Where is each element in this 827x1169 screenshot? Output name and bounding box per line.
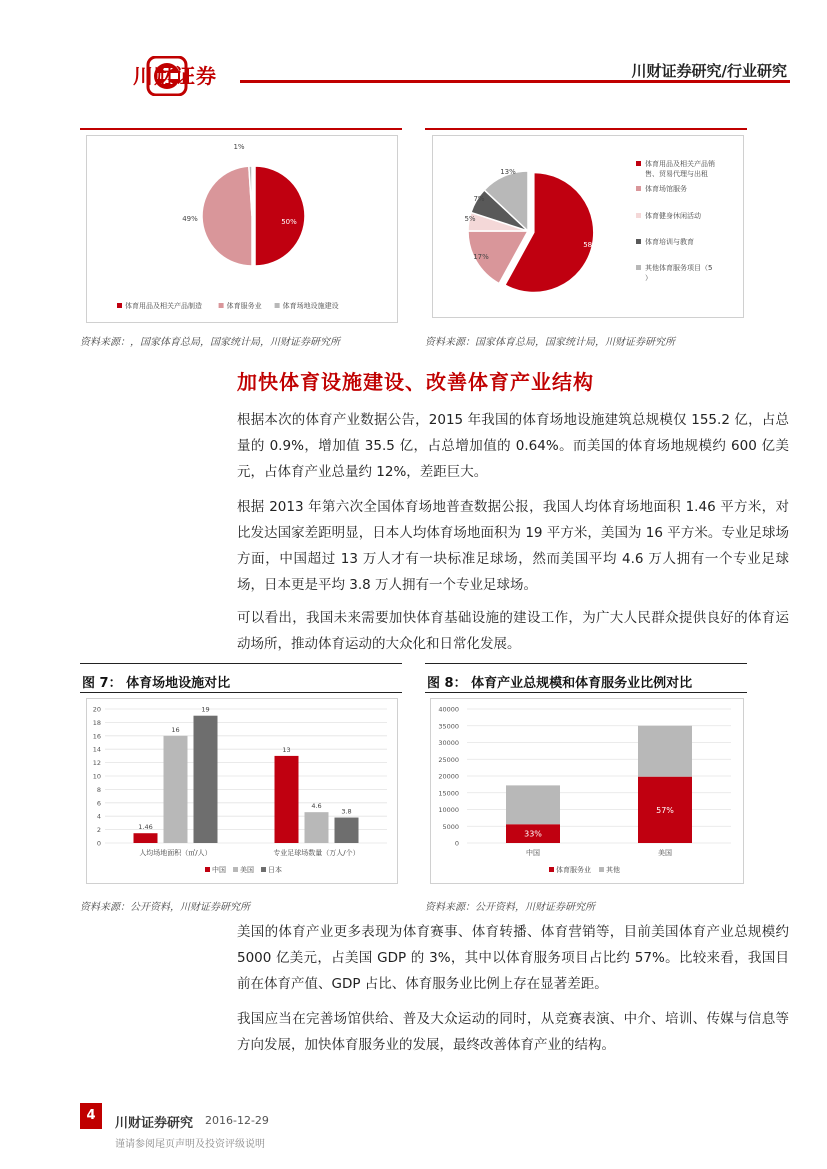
pie-chart-2 <box>432 135 744 318</box>
legend-swatch <box>636 265 641 270</box>
footer-brand: 川财证券研究 <box>115 1116 194 1131</box>
pie-slice <box>202 166 252 266</box>
fig7-svg <box>87 699 397 883</box>
legend-label: 日本 <box>268 866 282 874</box>
page-number: 4 <box>80 1103 102 1129</box>
figure-rule <box>425 663 747 664</box>
brand-name: 川财证券 <box>133 64 217 88</box>
y-tick-label: 0 <box>454 839 459 848</box>
y-tick-label: 16 <box>92 732 101 741</box>
bar <box>335 818 359 843</box>
y-tick-label: 30000 <box>438 739 459 747</box>
bar-share-label: 33% <box>524 829 542 839</box>
y-tick-label: 20 <box>92 705 101 714</box>
source-note: 资料来源：公开资料，川财证券研究所 <box>425 902 595 913</box>
legend-label: 体育健身休闲活动 <box>645 212 701 220</box>
figure-rule <box>80 663 402 664</box>
figure-8-title: 图 8： 体育产业总规模和体育服务业比例对比 <box>427 676 693 691</box>
bar-share-label: 57% <box>656 805 674 815</box>
legend-swatch <box>549 867 554 872</box>
y-tick-label: 15000 <box>438 789 459 798</box>
legend-label <box>645 159 715 178</box>
pie-slice <box>255 166 305 266</box>
stacked-bar-segment <box>638 726 692 777</box>
y-tick-label: 14 <box>92 745 101 754</box>
bar <box>305 812 329 843</box>
slice-label: 49% <box>182 215 198 223</box>
slice-label: 58% <box>583 241 599 249</box>
source-note: 资料来源：公开资料，川财证券研究所 <box>80 902 250 913</box>
paragraph-4: 美国的体育产业更多表现为体育赛事、体育转播、体育营销等，目前美国体育产业总规模约 5000 亿美元，占美国 GDP 的 3%，其中以体育服务项目占比约 57%。比较来看，我国目前在体育产值、GDP 占比、体育服务业比例上存在显著差距。 <box>237 924 789 992</box>
y-tick-label: 2 <box>96 826 101 835</box>
paragraph-2: 根据 2013 年第六次全国体育场地普查数据公报，我国人均体育场地面积 1.46 平方米，对比发达国家差距明显，日本人均体育场地面积为 19 平方米，美国为 16 平方米。专业足球场方面，中国超过 13 万人才有一块标准足球场，然而美国平均 4.6 万人拥有一个专业足球场，日本更是平均 3.8 万人拥有一个专业足球场。 <box>237 499 789 593</box>
slice-label: 1% <box>233 143 245 151</box>
legend-swatch <box>219 303 224 308</box>
stacked-bar-segment <box>506 785 560 824</box>
legend-label: 体育服务业 <box>226 302 262 310</box>
y-tick-label: 0 <box>96 839 101 848</box>
body-paragraph <box>237 1006 789 1058</box>
legend-swatch <box>117 303 122 308</box>
legend-swatch <box>636 213 641 218</box>
paragraph-3: 可以看出，我国未来需要加快体育基础设施的建设工作，为广大人民群众提供良好的体育运动场所，推动体育运动的大众化和日常化发展。 <box>237 610 789 652</box>
legend-label: 中国 <box>212 866 226 874</box>
x-tick-label: 美国 <box>658 849 672 857</box>
slice-label: 7% <box>473 195 485 203</box>
legend-swatch <box>599 867 604 872</box>
y-tick-label: 4 <box>96 812 101 821</box>
legend-swatch <box>205 867 210 872</box>
legend-swatch <box>636 161 641 166</box>
bar-value-label: 16 <box>171 725 180 734</box>
body-paragraph <box>237 919 789 997</box>
slice-label: 50% <box>281 218 297 226</box>
legend-label: 体育用品及相关产品制造 <box>125 302 202 310</box>
y-tick-label: 10000 <box>438 806 459 814</box>
legend-label: 体育场馆服务 <box>645 185 687 193</box>
x-tick-label: 人均场地面积（㎡/人） <box>139 849 212 857</box>
footer-date: 2016-12-29 <box>205 1114 269 1127</box>
y-tick-label: 35000 <box>438 722 459 731</box>
y-tick-label: 25000 <box>438 755 459 764</box>
bar-value-label: 13 <box>282 745 291 754</box>
x-tick-label: 中国 <box>526 849 540 857</box>
body-paragraph <box>237 605 789 657</box>
body-paragraph <box>237 407 789 485</box>
header-rule <box>240 80 790 83</box>
bar-value-label: 4.6 <box>311 802 322 811</box>
legend-swatch <box>233 867 238 872</box>
bar <box>164 736 188 843</box>
bar-value-label: 3.8 <box>341 807 352 816</box>
y-tick-label: 8 <box>96 785 101 794</box>
bar <box>275 756 299 843</box>
slice-label: 5% <box>464 215 476 223</box>
source-note: 资料来源：，国家体育总局，国家统计局，川财证券研究所 <box>80 337 340 348</box>
y-tick-label: 18 <box>92 718 101 727</box>
bar <box>134 833 158 843</box>
source-note: 资料来源：国家体育总局，国家统计局，川财证券研究所 <box>425 337 675 348</box>
figure-7-title: 图 7： 体育场地设施对比 <box>82 676 231 691</box>
chart-top-border <box>80 128 402 130</box>
legend-label <box>645 263 712 282</box>
y-tick-label: 10 <box>92 772 101 781</box>
legend-label: 体育培训与教育 <box>645 238 694 246</box>
legend-label: 其他 <box>606 866 620 874</box>
section-title: 加快体育设施建设、改善体育产业结构 <box>237 370 594 394</box>
footer-disclaimer: 谨请参阅尾页声明及投资评级说明 <box>115 1139 265 1150</box>
bar-value-label: 19 <box>201 705 210 714</box>
figure-rule <box>80 692 402 693</box>
pie-chart-2-svg <box>433 136 743 317</box>
bar-chart-fig7 <box>86 698 398 884</box>
body-paragraph <box>237 494 789 598</box>
figure-rule <box>425 692 747 693</box>
legend-label-line: 其他体育服务项目（5 <box>645 264 713 272</box>
chart-top-border <box>425 128 747 130</box>
legend-label-line: 售、贸易代理与出租 <box>645 170 708 178</box>
fig8-svg <box>431 699 743 883</box>
y-tick-label: 40000 <box>438 705 459 714</box>
paragraph-1: 根据本次的体育产业数据公告，2015 年我国的体育场地设施建筑总规模仅 155.2 亿，占总量的 0.9%，增加值 35.5 亿，占总增加值的 0.64%。而美国的体育场地规模约 600 亿美元，占体育产业总量约 12%，差距巨大。 <box>237 412 789 480</box>
legend-swatch <box>275 303 280 308</box>
paragraph-5: 我国应当在完善场馆供给、普及大众运动的同时，从竞赛表演、中介、培训、传媒与信息等方向发展，加快体育服务业的发展，最终改善体育产业的结构。 <box>237 1011 789 1053</box>
legend-swatch <box>636 239 641 244</box>
legend-swatch <box>636 186 641 191</box>
bar <box>194 716 218 843</box>
y-tick-label: 12 <box>92 759 101 768</box>
legend-swatch <box>261 867 266 872</box>
slice-label: 13% <box>500 168 516 176</box>
legend-label: 体育场地设施建设 <box>282 302 339 310</box>
bar-value-label: 1.46 <box>138 823 153 832</box>
legend-label-line: 体育用品及相关产品销 <box>645 160 715 168</box>
bar-chart-fig8 <box>430 698 744 884</box>
header-title: 川财证券研究/行业研究 <box>631 62 787 80</box>
x-tick-label: 专业足球场数量（万人/个） <box>273 849 360 857</box>
slice-label: 17% <box>473 253 489 261</box>
pie-chart-1 <box>86 135 398 323</box>
y-tick-label: 20000 <box>438 772 459 781</box>
legend-label: 体育服务业 <box>556 866 591 874</box>
legend-label-line: ） <box>645 274 652 282</box>
legend-label: 美国 <box>240 866 254 874</box>
pie-chart-1-svg <box>87 136 397 322</box>
y-tick-label: 6 <box>96 799 101 808</box>
y-tick-label: 5000 <box>442 822 459 831</box>
